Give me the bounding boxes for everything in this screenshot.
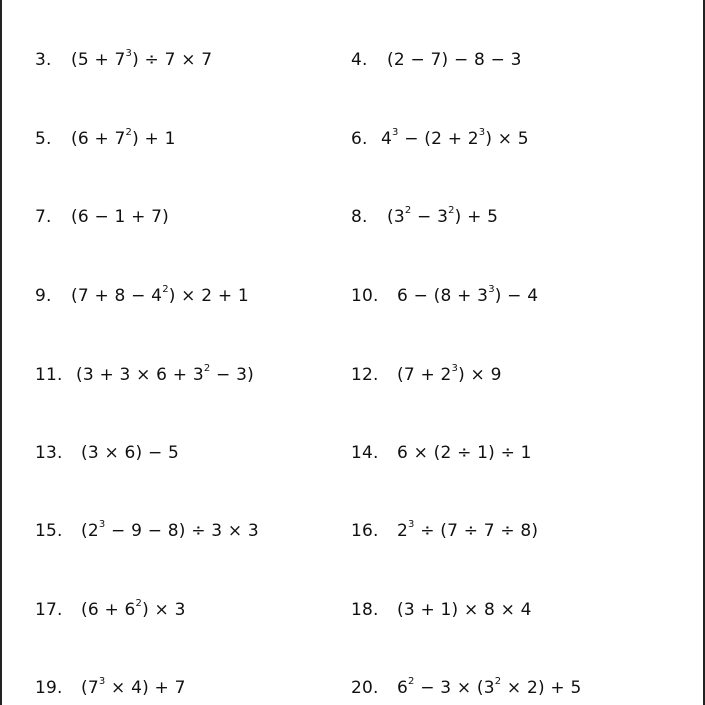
problem-19: [35, 676, 186, 698]
expression-text: × 4) + 7: [105, 678, 186, 698]
exponent: 3: [98, 519, 106, 531]
expression-text: (3 × 6) − 5: [81, 443, 180, 463]
problem-expression: [71, 286, 249, 306]
problem-number: 11.: [35, 365, 63, 385]
problem-expression: [387, 207, 498, 227]
expression-text: ) ÷ 7 × 7: [132, 50, 213, 70]
problem-number: 17.: [35, 600, 63, 620]
problem-number: 15.: [35, 521, 63, 541]
expression-text: ) + 5: [454, 207, 499, 227]
problem-expression: [81, 678, 186, 698]
expression-text: − 3: [411, 207, 449, 227]
expression-text: − 9 − 8) ÷ 3 × 3: [105, 521, 259, 541]
expression-text: (6 + 6: [81, 600, 136, 620]
expression-text: (5 + 7: [71, 50, 126, 70]
problem-expression: [397, 600, 532, 620]
expression-text: (2 − 7) − 8 − 3: [387, 50, 522, 70]
problem-number: 16.: [351, 521, 379, 541]
problem-10: [351, 284, 539, 306]
exponent: 3: [408, 519, 415, 531]
exponent: 2: [404, 205, 412, 217]
problem-expression: [81, 443, 179, 463]
problem-5: [35, 127, 176, 149]
expression-text: ) × 5: [485, 129, 529, 149]
problem-7: [35, 207, 170, 227]
expression-text: (7 + 2: [397, 365, 452, 385]
expression-text: 2: [397, 521, 409, 541]
problem-expression: [397, 521, 538, 541]
problem-number: 19.: [35, 678, 63, 698]
exponent: 3: [488, 284, 495, 296]
problem-expression: [81, 600, 186, 620]
problem-number: 14.: [351, 443, 379, 463]
exponent: 2: [125, 127, 133, 139]
exponent: 2: [135, 598, 143, 610]
problem-number: 9.: [35, 286, 52, 306]
problem-number: 8.: [351, 207, 368, 227]
expression-text: ) × 9: [458, 365, 502, 385]
problem-expression: [397, 286, 538, 306]
expression-text: 4: [381, 129, 393, 149]
problem-number: 20.: [351, 678, 379, 698]
problem-number: 4.: [351, 50, 368, 70]
expression-text: − (2 + 2: [398, 129, 479, 149]
problem-9: [35, 284, 249, 306]
exponent: 3: [392, 127, 399, 139]
problem-expression: [381, 129, 529, 149]
expression-text: (2: [81, 521, 99, 541]
exponent: 2: [448, 205, 455, 217]
expression-text: ) × 3: [142, 600, 186, 620]
expression-text: ÷ (7 ÷ 7 ÷ 8): [414, 521, 539, 541]
expression-text: 6 × (2 ÷ 1) ÷ 1: [397, 443, 532, 463]
expression-text: (3: [387, 207, 405, 227]
problem-17: [35, 598, 186, 620]
exponent: 2: [494, 676, 502, 688]
problem-expression: [397, 678, 582, 698]
problem-expression: [71, 50, 212, 70]
problem-18: [351, 600, 532, 620]
expression-text: (3 + 3 × 6 + 3: [76, 365, 204, 385]
exponent: 2: [408, 676, 415, 688]
expression-text: − 3): [210, 365, 254, 385]
problem-expression: [397, 443, 532, 463]
expression-text: ) × 2 + 1: [168, 286, 249, 306]
problem-expression: [71, 129, 176, 149]
exponent: 3: [478, 127, 486, 139]
problem-4: [351, 50, 522, 70]
exponent: 2: [203, 363, 211, 375]
problem-number: 10.: [351, 286, 379, 306]
expression-text: (3 + 1) × 8 × 4: [397, 600, 532, 620]
problem-13: [35, 443, 180, 463]
exponent: 3: [98, 676, 106, 688]
problem-expression: [76, 365, 254, 385]
exponent: 3: [451, 363, 459, 375]
problem-8: [351, 205, 499, 227]
problem-expression: [387, 50, 522, 70]
problem-14: [351, 443, 532, 463]
expression-text: (7 + 8 − 4: [71, 286, 163, 306]
expression-text: (7: [81, 678, 99, 698]
problem-number: 12.: [351, 365, 379, 385]
problem-number: 3.: [35, 50, 52, 70]
expression-text: (6 + 7: [71, 129, 126, 149]
problem-number: 7.: [35, 207, 52, 227]
expression-text: (6 − 1 + 7): [71, 207, 170, 227]
expression-text: − 3 × (3: [414, 678, 495, 698]
expression-text: 6 − (8 + 3: [397, 286, 489, 306]
expression-text: ) + 1: [132, 129, 176, 149]
problem-12: [351, 363, 502, 385]
problem-6: [351, 127, 529, 149]
problem-expression: [397, 365, 502, 385]
expression-text: × 2) + 5: [501, 678, 582, 698]
problem-number: 6.: [351, 129, 368, 149]
expression-text: 6: [397, 678, 409, 698]
expression-text: ) − 4: [494, 286, 539, 306]
problem-expression: [81, 521, 259, 541]
exponent: 3: [125, 48, 133, 60]
exponent: 2: [162, 284, 169, 296]
problem-expression: [71, 207, 169, 227]
problem-number: 18.: [351, 600, 379, 620]
problem-number: 13.: [35, 443, 63, 463]
problem-number: 5.: [35, 129, 52, 149]
